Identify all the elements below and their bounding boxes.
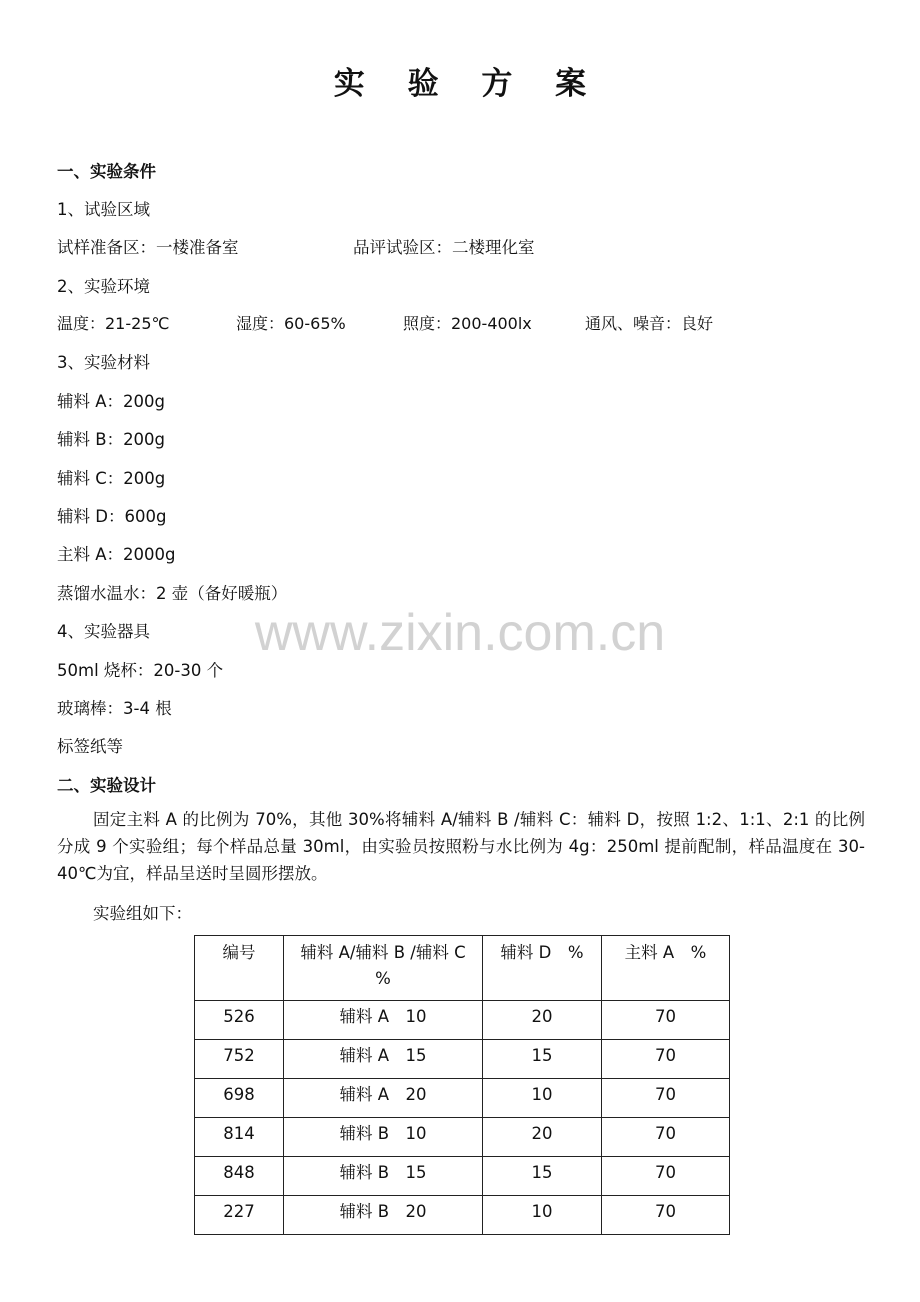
env-temperature: 温度：21-25℃ bbox=[57, 314, 170, 333]
cell-id: 814 bbox=[195, 1118, 284, 1157]
env-ventilation: 通风、噪音：良好 bbox=[585, 314, 714, 333]
cell-auxiliary-d: 10 bbox=[483, 1196, 602, 1235]
table-row bbox=[195, 1001, 730, 1040]
cell-main-a: 70 bbox=[602, 1157, 730, 1196]
table-row bbox=[195, 1196, 730, 1235]
cell-auxiliary-abc: 辅料 B 20 bbox=[284, 1196, 483, 1235]
experiment-groups-table bbox=[194, 935, 730, 1235]
header-cell-auxiliary-d: 辅料 D % bbox=[483, 936, 602, 1001]
design-paragraph: 固定主料 A 的比例为 70%，其他 30%将辅料 A/辅料 B /辅料 C：辅料 D，按照 1:2、1:1、2:1 的比例分成 9 个实验组；每个样品总量 30ml，由实验员按照粉与水比例为 4g：250ml 提前配制，样品温度在 30-40℃为宜，样品呈送时呈圆形摆放。 bbox=[57, 810, 865, 883]
header-cell-main-a: 主料 A % bbox=[602, 936, 730, 1001]
equipment-item: 50ml 烧杯：20-30 个 bbox=[57, 661, 224, 680]
cell-id: 848 bbox=[195, 1157, 284, 1196]
cell-auxiliary-d: 15 bbox=[483, 1157, 602, 1196]
page-title: 实 验 方 案 bbox=[333, 66, 603, 102]
material-item: 蒸馏水温水：2 壶（备好暖瓶） bbox=[57, 584, 288, 603]
cell-auxiliary-abc: 辅料 A 15 bbox=[284, 1040, 483, 1079]
cell-id: 698 bbox=[195, 1079, 284, 1118]
cell-auxiliary-abc: 辅料 A 20 bbox=[284, 1079, 483, 1118]
env-illumination: 照度：200-400lx bbox=[403, 314, 532, 333]
prep-area: 试样准备区：一楼准备室 bbox=[57, 238, 239, 257]
cell-auxiliary-d: 15 bbox=[483, 1040, 602, 1079]
material-item: 辅料 D：600g bbox=[57, 507, 167, 526]
equipment-item: 标签纸等 bbox=[57, 737, 123, 756]
material-item: 辅料 A：200g bbox=[57, 392, 165, 411]
env-humidity: 湿度：60-65% bbox=[236, 314, 346, 333]
subheading-area: 1、试验区域 bbox=[57, 200, 150, 219]
header-cell-id: 编号 bbox=[195, 936, 284, 1001]
material-item: 辅料 C：200g bbox=[57, 469, 166, 488]
cell-auxiliary-d: 20 bbox=[483, 1001, 602, 1040]
cell-main-a: 70 bbox=[602, 1040, 730, 1079]
equipment-item: 玻璃棒：3-4 根 bbox=[57, 699, 172, 718]
section-heading-conditions: 一、实验条件 bbox=[57, 162, 156, 181]
subheading-equipment: 4、实验器具 bbox=[57, 622, 150, 641]
table-row bbox=[195, 1079, 730, 1118]
cell-main-a: 70 bbox=[602, 1196, 730, 1235]
cell-id: 752 bbox=[195, 1040, 284, 1079]
cell-auxiliary-abc: 辅料 B 15 bbox=[284, 1157, 483, 1196]
material-item: 辅料 B：200g bbox=[57, 430, 166, 449]
cell-auxiliary-abc: 辅料 A 10 bbox=[284, 1001, 483, 1040]
section-heading-design: 二、实验设计 bbox=[57, 776, 156, 795]
subheading-materials: 3、实验材料 bbox=[57, 353, 150, 372]
subheading-environment: 2、实验环境 bbox=[57, 277, 150, 296]
cell-main-a: 70 bbox=[602, 1001, 730, 1040]
cell-auxiliary-d: 10 bbox=[483, 1079, 602, 1118]
header-cell-auxiliary-abc: 辅料 A/辅料 B /辅料 C % bbox=[284, 936, 483, 1001]
groups-intro: 实验组如下： bbox=[93, 904, 192, 923]
table-row bbox=[195, 1157, 730, 1196]
material-item: 主料 A：2000g bbox=[57, 545, 176, 564]
table-row bbox=[195, 1040, 730, 1079]
cell-id: 526 bbox=[195, 1001, 284, 1040]
cell-main-a: 70 bbox=[602, 1118, 730, 1157]
cell-id: 227 bbox=[195, 1196, 284, 1235]
eval-area: 品评试验区：二楼理化室 bbox=[353, 238, 535, 257]
cell-auxiliary-abc: 辅料 B 10 bbox=[284, 1118, 483, 1157]
table-header-row bbox=[195, 936, 730, 1001]
cell-main-a: 70 bbox=[602, 1079, 730, 1118]
watermark: www.zixin.com.cn bbox=[254, 604, 666, 662]
cell-auxiliary-d: 20 bbox=[483, 1118, 602, 1157]
table-row bbox=[195, 1118, 730, 1157]
